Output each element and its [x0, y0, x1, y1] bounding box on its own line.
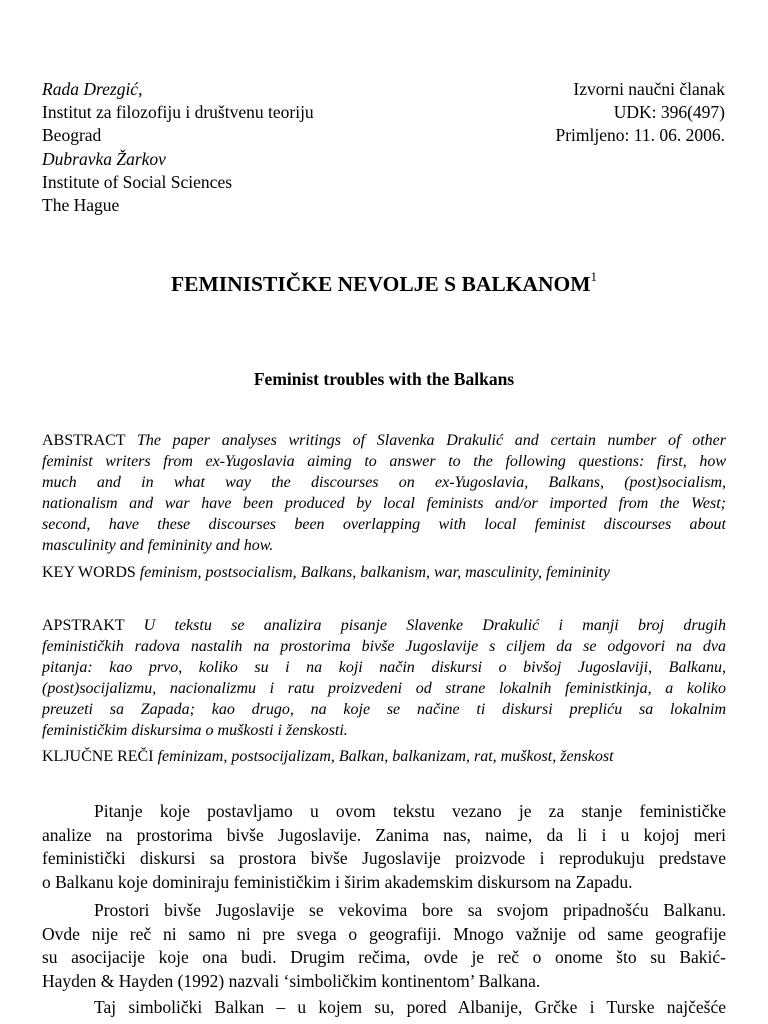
paper-subtitle: Feminist troubles with the Balkans	[253, 369, 515, 389]
abstract-line: second, have these discourses been overlapping with local feminist discourses about	[42, 516, 726, 533]
abstract-text: The paper analyses writings of Slavenka Drakulić and certain number of other	[136, 432, 727, 449]
udk-code: UDK: 396(497)	[613, 102, 725, 123]
body-line: Hayden & Hayden (1992) nazvali ‘simboličkim kontinentom’ Balkana.	[42, 970, 541, 991]
abstract-sr	[42, 615, 726, 741]
kljucne-reci-label: KLJUČNE REČI	[42, 748, 154, 765]
body-line: analize na prostorima bivše Jugoslavije. Zanima nas, naime, da li i u kojoj meri	[42, 824, 726, 845]
apstrakt-line: pitanja: kao prvo, koliko su i na koji način diskursi o bivšoj Jugoslaviji, Balkanu,	[42, 659, 726, 676]
paper-title-text: FEMINISTIČKE NEVOLJE S BALKANOM	[171, 272, 591, 297]
abstract-line: feminist writers from ex-Yugoslavia aiming to answer to the following questions: first, how	[42, 453, 726, 470]
body-line: Ovde nije reč ni samo ni pre svega o geografiji. Mnogo važnije od same geografije	[42, 923, 726, 944]
body-line: Taj simbolički Balkan – u kojem su, pored Albanije, Grčke i Turske najčešće	[94, 997, 726, 1017]
body-line: su asocijacije koje ona budi. Drugim rečima, ovde je reč o onome što su Bakić-	[42, 947, 726, 968]
abstract-label: ABSTRACT	[42, 432, 126, 449]
apstrakt-text: U tekstu se analizira pisanje Slavenke Drakulić i manji broj drugih	[143, 617, 727, 634]
author-2-city: The Hague	[42, 195, 120, 216]
body-paragraph-3	[42, 996, 726, 1020]
body-line: Pitanje koje postavljamo u ovom tekstu vezano je za stanje feminističke	[94, 801, 726, 821]
article-type: Izvorni naučni članak	[573, 79, 725, 99]
keywords-en	[42, 562, 726, 583]
author-2-name: Dubravka Žarkov	[42, 148, 166, 169]
body-paragraph-2	[42, 899, 726, 993]
keywords-sr	[42, 746, 726, 767]
apstrakt-line: feminističkih radova nastalih na prostorima bivše Jugoslavije s ciljem da se odgovori na dva	[42, 638, 726, 655]
apstrakt-line: (post)socijalizmu, nacionalizmu i ratu proizvedeni od strane lokalnih feministkinja, a koliko	[42, 680, 726, 697]
apstrakt-line	[42, 615, 726, 636]
paper-title	[0, 271, 768, 297]
author-1-affiliation: Institut za filozofiju i društvenu teoriju	[42, 102, 314, 123]
keywords-label: KEY WORDS	[42, 564, 136, 581]
author-2-affiliation: Institute of Social Sciences	[42, 171, 233, 192]
title-footnote-ref[interactable]: 1	[590, 269, 597, 284]
author-block	[42, 78, 314, 217]
abstract-en	[42, 430, 726, 556]
article-meta	[556, 78, 726, 148]
apstrakt-line: preuzeti sa Zapada; kao drugo, na koje se načine ti diskursi prepliću sa lokalnim	[42, 701, 726, 718]
author-1-city: Beograd	[42, 125, 102, 146]
author-1-name: Rada Drezgić,	[42, 79, 143, 99]
body-paragraph-1	[42, 800, 726, 894]
apstrakt-line: feminističkim diskursima o muškosti i ženskosti.	[42, 722, 348, 739]
body-line: feministički diskursi sa prostora bivše Jugoslavije proizvode i reprodukuju predstave	[42, 848, 726, 869]
abstract-line: masculinity and femininity and how.	[42, 537, 274, 554]
body-line: o Balkanu koje dominiraju feminističkim i širim akademskim diskursom na Zapadu.	[42, 871, 633, 892]
keywords-text: feminism, postsocialism, Balkans, balkanism, war, masculinity, femininity	[139, 564, 610, 581]
abstract-line: much and in what way the discourses on ex-Yugoslavia, Balkans, (post)socialism,	[42, 474, 726, 491]
received-date: Primljeno: 11. 06. 2006.	[555, 125, 725, 146]
abstract-line	[42, 430, 726, 451]
abstract-line: nationalism and war have been produced by local feminists and/or imported from the West;	[42, 495, 726, 512]
apstrakt-label: APSTRAKT	[42, 617, 125, 634]
kljucne-reci-text: feminizam, postsocijalizam, Balkan, balkanizam, rat, muškost, ženskost	[157, 748, 614, 765]
body-line: Prostori bivše Jugoslavije se vekovima bore sa svojom pripadnošću Balkanu.	[94, 900, 726, 920]
